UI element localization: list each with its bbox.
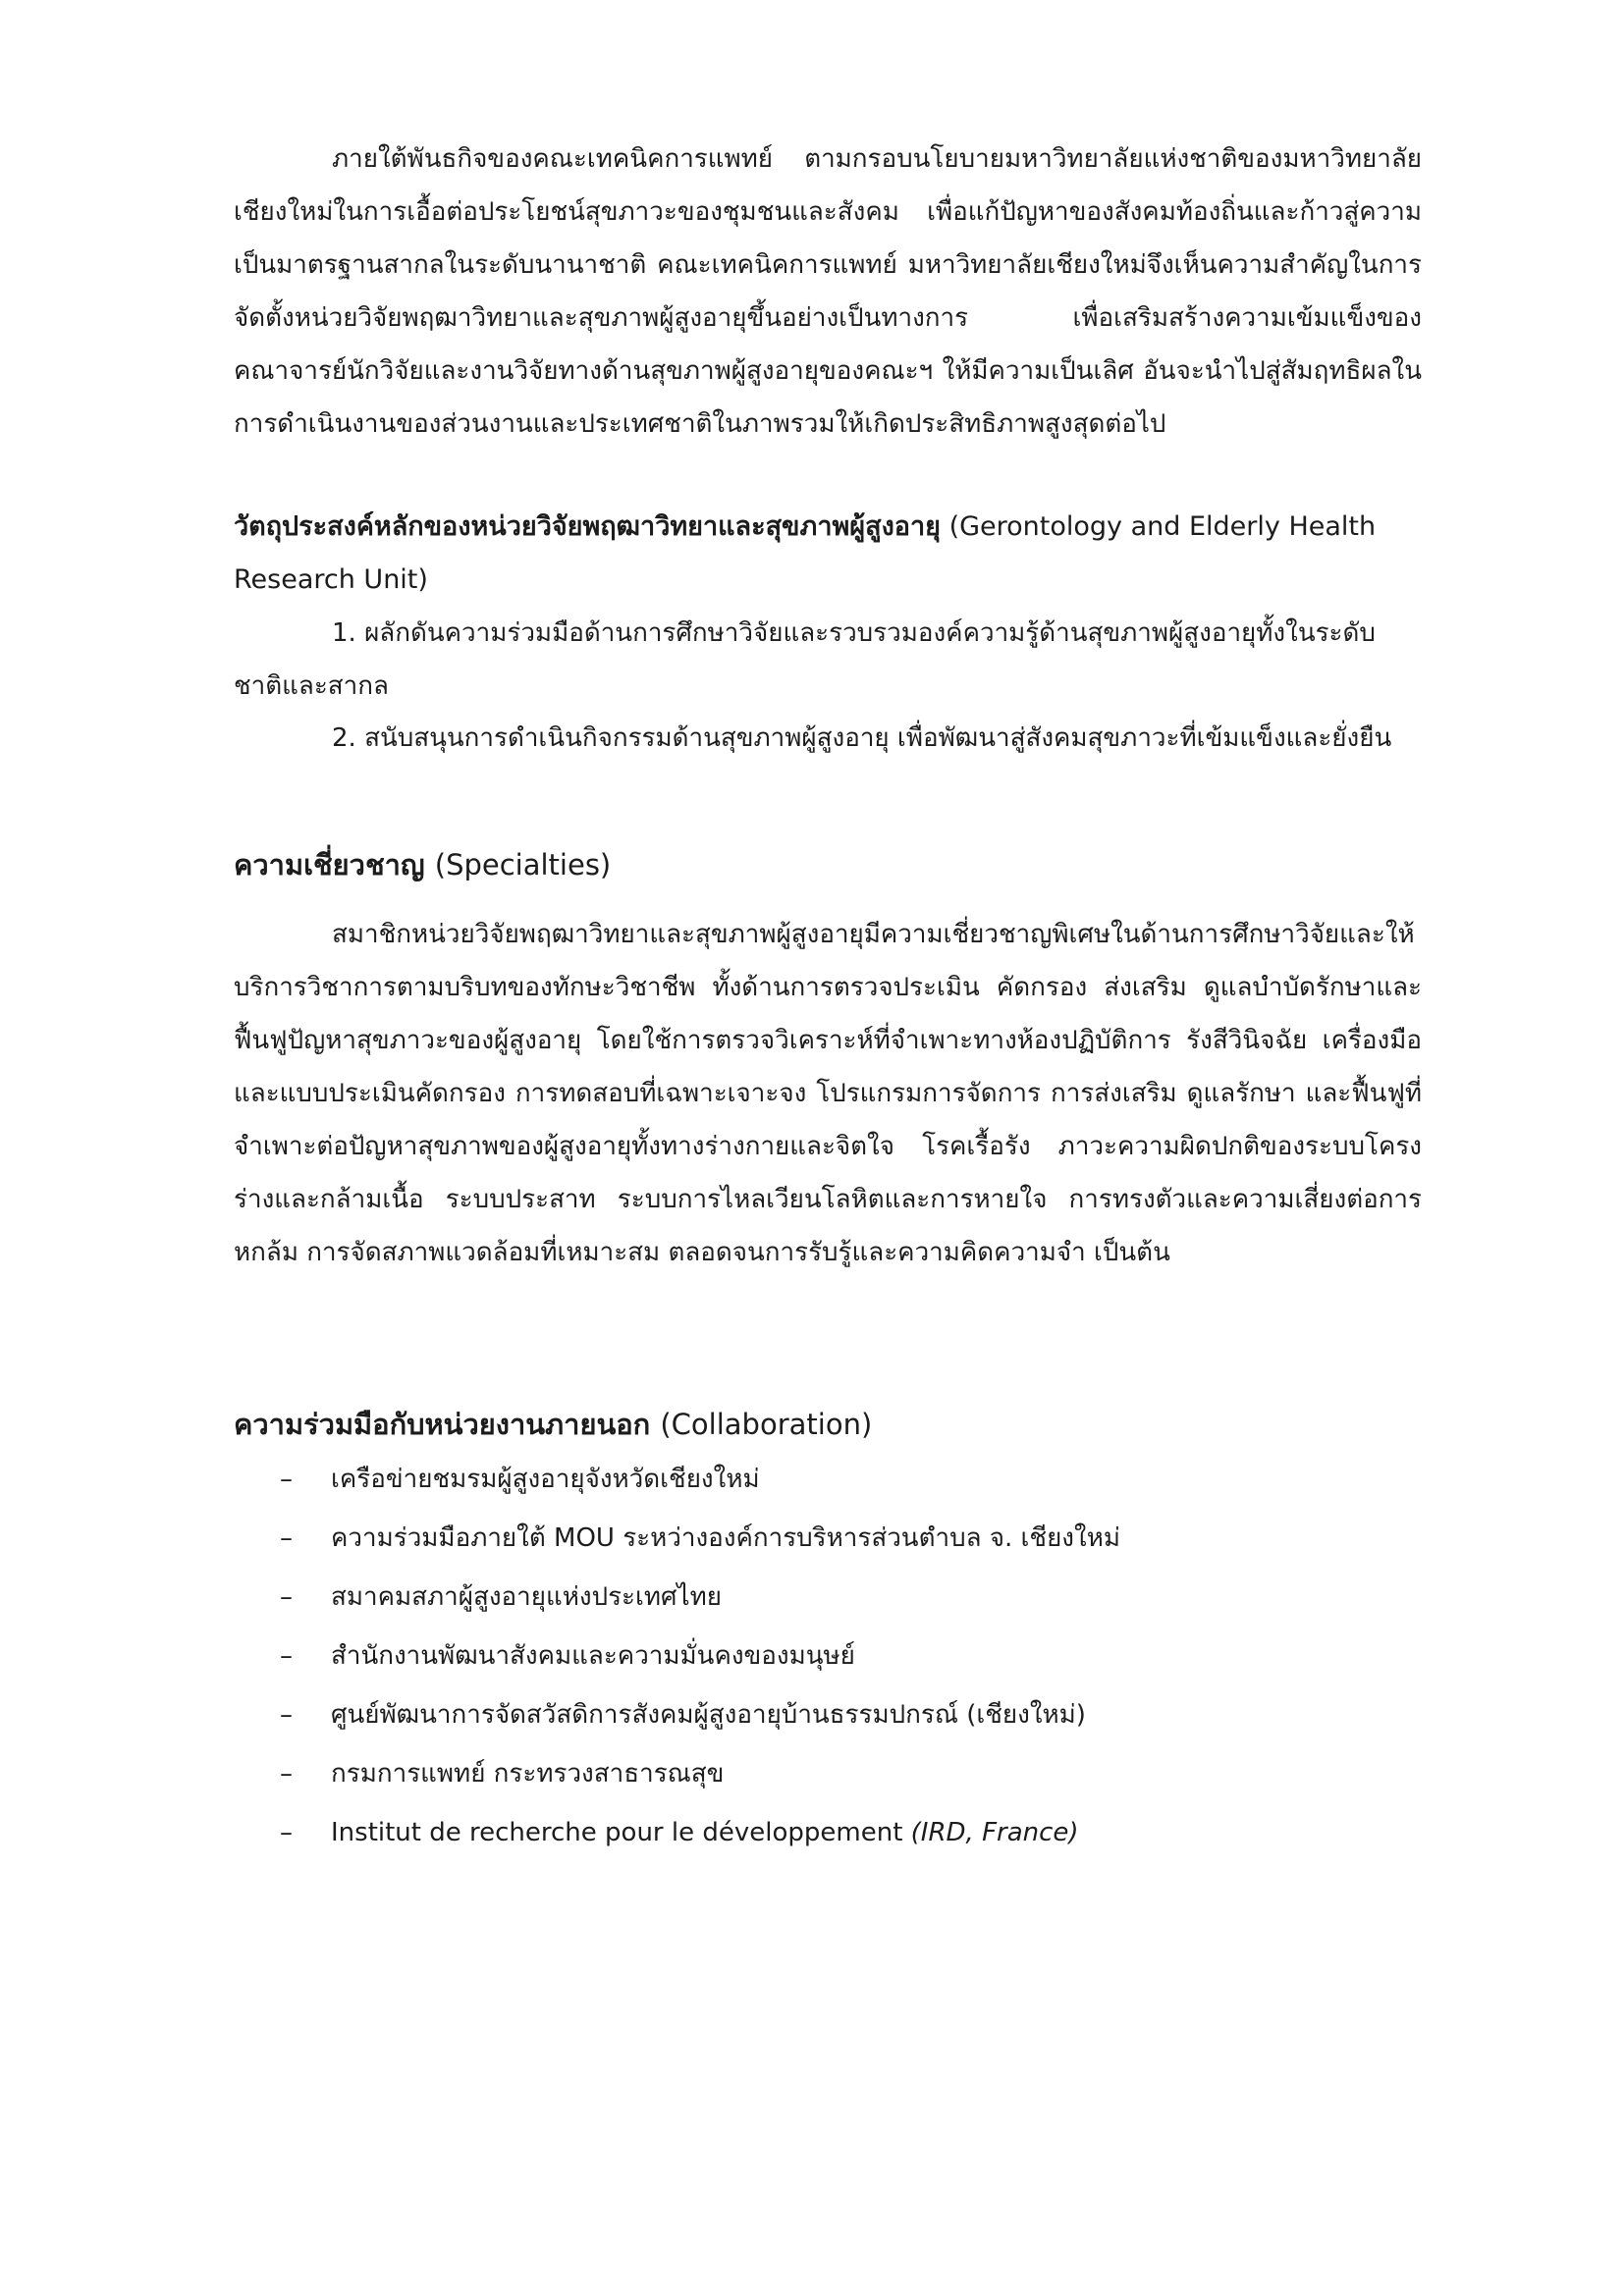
list-item: – สมาคมสภาผู้สูงอายุแห่งประเทศไทย xyxy=(280,1582,722,1612)
collaboration-heading-en: (Collaboration) xyxy=(660,1408,873,1441)
objective-item-2: 2. สนับสนุนการดำเนินกิจกรรมด้านสุขภาพผู้สูงอายุ เพื่อพัฒนาสู่สังคมสุขภาวะที่เข้มแข็งและยั่งยืน xyxy=(332,723,1392,753)
list-item: – ศูนย์พัฒนาการจัดสวัสดิการสังคมผู้สูงอายุบ้านธรรมปกรณ์ (เชียงใหม่) xyxy=(280,1700,1086,1730)
objective-item-1: 1. ผลักดันความร่วมมือด้านการศึกษาวิจัยและรวบรวมองค์ความรู้ด้านสุขภาพผู้สูงอายุทั้งในระดับชาติและสากล xyxy=(234,618,1376,701)
objectives-heading-en: (Gerontology and Elderly Health Research Unit) xyxy=(234,511,1377,595)
list-item: – สำนักงานพัฒนาสังคมและความมั่นคงของมนุษย์ xyxy=(280,1641,855,1671)
list-item: – ความร่วมมือภายใต้ MOU ระหว่างองค์การบริหารส่วนตำบล จ. เชียงใหม่ xyxy=(280,1523,1120,1553)
collaboration-heading-th: ความร่วมมือกับหน่วยงานภายนอก xyxy=(234,1408,651,1441)
specialties-heading-en: (Specialties) xyxy=(434,848,612,881)
objectives-heading-th: วัตถุประสงค์หลักของหน่วยวิจัยพฤฒาวิทยาและสุขภาพผู้สูงอายุ xyxy=(234,511,941,542)
list-item: – กรมการแพทย์ กระทรวงสาธารณสุข xyxy=(280,1759,725,1789)
list-item: – เครือข่ายชมรมผู้สูงอายุจังหวัดเชียงใหม่ xyxy=(280,1465,760,1494)
specialties-heading xyxy=(234,842,611,887)
collaboration-heading xyxy=(234,1402,872,1447)
objectives-heading xyxy=(234,501,1432,607)
specialties-heading-th: ความเชี่ยวชาญ xyxy=(234,848,425,881)
collaboration-list xyxy=(280,1450,1120,1862)
intro-paragraph: ภายใต้พันธกิจของคณะเทคนิคการแพทย์ ตามกรอบนโยบายมหาวิทยาลัยแห่งชาติของมหาวิทยาลัยเชียงใหม่ในการเอื้อต่อประโยชน์สุขภาวะของชุมชนและสังคม เพื่อแก้ปัญหาของสังคมท้องถิ่นและก้าวสู่ความเป็นมาตรฐานสากลในระดับนานาชาติ คณะเทคนิคการแพทย์ มหาวิทยาลัยเชียงใหม่จึงเห็นความสำคัญในการจัดตั้งหน่วยวิจัยพฤฒาวิทยาและสุขภาพผู้สูงอายุขึ้นอย่างเป็นทางการ เพื่อเสริมสร้างความเข้มแข็งของคณาจารย์นักวิจัยและงานวิจัยทางด้านสุขภาพผู้สูงอายุของคณะฯ ให้มีความเป็นเลิศ อันจะนำไปสู่สัมฤทธิผลในการดำเนินงานของส่วนงานและประเทศชาติในภาพรวมให้เกิดประสิทธิภาพสูงสุดต่อไป xyxy=(234,144,1422,439)
list-item: – Institut de recherche pour le développement (IRD, France) xyxy=(280,1818,1079,1847)
specialties-paragraph: สมาชิกหน่วยวิจัยพฤฒาวิทยาและสุขภาพผู้สูงอายุมีความเชี่ยวชาญพิเศษในด้านการศึกษาวิจัยและให้บริการวิชาการตามบริบทของทักษะวิชาชีพ ทั้งด้านการตรวจประเมิน คัดกรอง ส่งเสริม ดูแลบำบัดรักษาและฟื้นฟูปัญหาสุขภาวะของผู้สูงอายุ โดยใช้การตรวจวิเคราะห์ที่จำเพาะทางห้องปฏิบัติการ รังสีวินิจฉัย เครื่องมือและแบบประเมินคัดกรอง การทดสอบที่เฉพาะเจาะจง โปรแกรมการจัดการ การส่งเสริม ดูแลรักษา และฟื้นฟูที่จำเพาะต่อปัญหาสุขภาพของผู้สูงอายุทั้งทางร่างกายและจิตใจ โรคเรื้อรัง ภาวะความผิดปกติของระบบโครงร่างและกล้ามเนื้อ ระบบประสาท ระบบการไหลเวียนโลหิตและการหายใจ การทรงตัวและความเสี่ยงต่อการหกล้ม การจัดสภาพแวดล้อมที่เหมาะสม ตลอดจนการรับรู้และความคิดความจำ เป็นต้น xyxy=(234,920,1422,1267)
